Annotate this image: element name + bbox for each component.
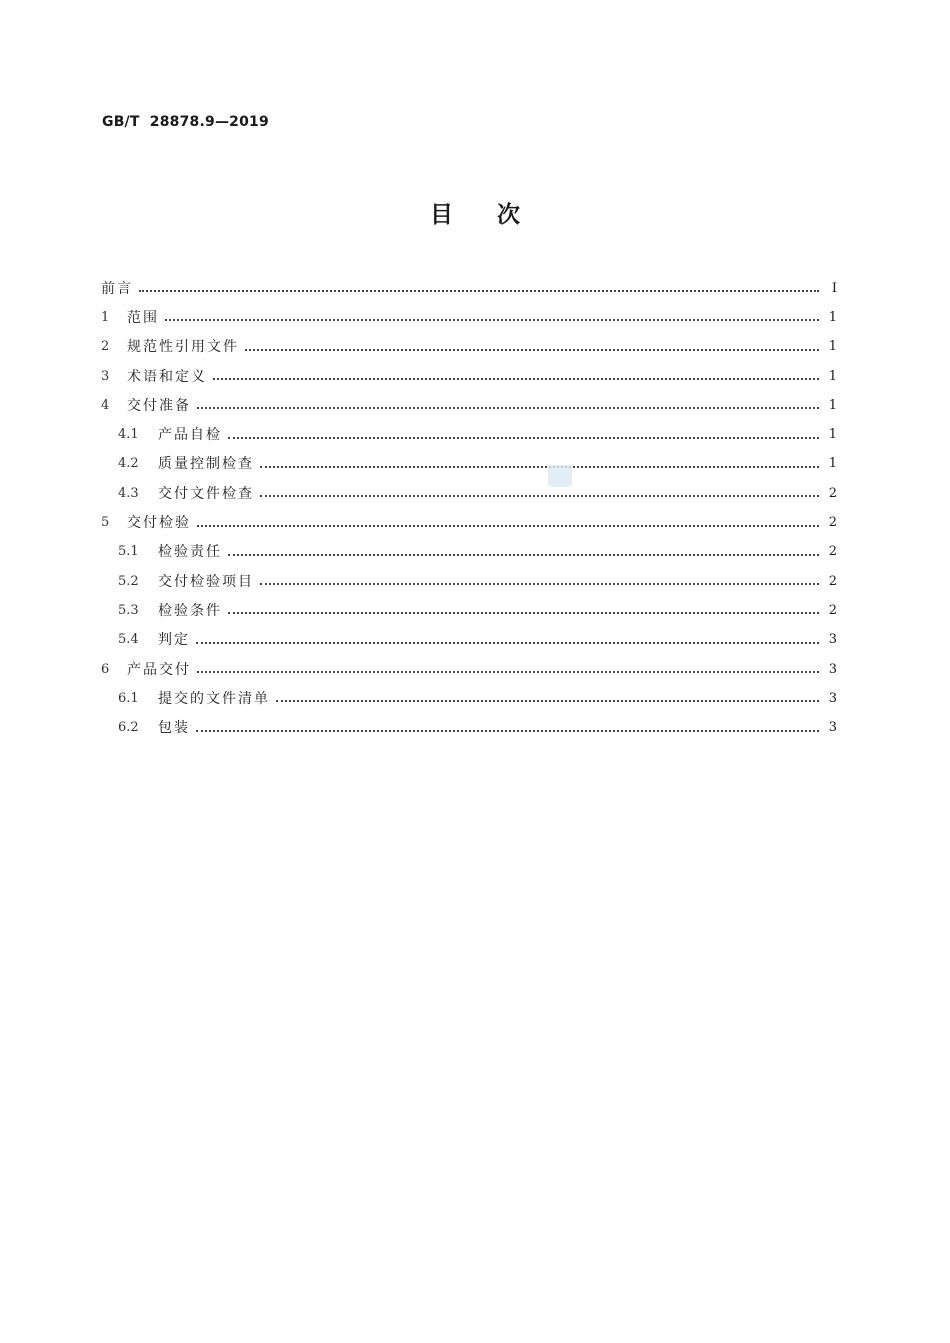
standard-number: GB/T 28878.9—2019 — [102, 114, 269, 130]
toc-entry-page: 2 — [828, 573, 837, 589]
toc-entry[interactable] — [101, 479, 837, 508]
toc-entry-label: 判定 — [158, 632, 190, 649]
toc-entry-label: 交付检验 — [127, 515, 191, 532]
toc-entry-page: 1 — [828, 368, 837, 384]
toc-entry-label: 检验条件 — [158, 602, 222, 619]
toc-entry-number: 6.1 — [118, 690, 139, 706]
toc-entry-label: 交付准备 — [127, 397, 191, 414]
toc-entry[interactable] — [101, 655, 837, 684]
toc-entry-label: 提交的文件清单 — [158, 690, 270, 707]
toc-entry[interactable] — [101, 420, 837, 449]
toc-entry-page: 3 — [828, 632, 837, 648]
toc-leader-dots — [197, 524, 819, 527]
toc-entry-number: 5.1 — [118, 544, 139, 560]
toc-leader-dots — [196, 641, 819, 644]
toc-entry-label: 产品交付 — [127, 661, 191, 678]
toc-leader-dots — [165, 318, 819, 321]
toc-entry-page: 1 — [828, 309, 837, 325]
toc-entry-label: 规范性引用文件 — [127, 339, 239, 356]
toc-entry-number: 5.2 — [118, 573, 139, 589]
toc-entry-number: 5.4 — [118, 632, 139, 648]
toc-entry[interactable] — [101, 713, 837, 742]
toc-entry-number: 4.1 — [118, 427, 139, 443]
toc-entry-label: 前言 — [101, 280, 133, 297]
toc-entry-page: 1 — [828, 456, 837, 472]
toc-entry-label: 包装 — [158, 720, 190, 737]
toc-entry-page: 1 — [828, 339, 837, 355]
toc-entry[interactable] — [101, 362, 837, 391]
toc-entry-number: 1 — [101, 309, 110, 325]
toc-entry-label: 交付检验项目 — [158, 573, 254, 590]
toc-entry-page: 3 — [828, 720, 837, 736]
toc-entry-label: 质量控制检查 — [158, 456, 254, 473]
toc-entry-number: 4.2 — [118, 456, 139, 472]
watermark-icon — [548, 465, 572, 487]
toc-entry-page: 2 — [828, 544, 837, 560]
toc-entry-label: 范围 — [127, 309, 159, 326]
toc-leader-dots — [197, 406, 819, 409]
toc-entry-label: 术语和定义 — [127, 368, 207, 385]
toc-entry-page: 1 — [828, 397, 837, 413]
toc-entry-number: 6 — [101, 661, 110, 677]
toc-entry[interactable] — [101, 450, 837, 479]
table-of-contents — [101, 274, 837, 743]
toc-leader-dots — [228, 611, 819, 614]
toc-leader-dots — [260, 465, 819, 468]
toc-entry[interactable] — [101, 274, 837, 303]
toc-entry-number: 3 — [101, 368, 110, 384]
toc-leader-dots — [228, 553, 819, 556]
toc-entry[interactable] — [101, 333, 837, 362]
toc-entry[interactable] — [101, 596, 837, 625]
toc-entry-number: 2 — [101, 339, 110, 355]
toc-entry-number: 4 — [101, 397, 110, 413]
toc-leader-dots — [228, 436, 819, 439]
toc-entry-number: 5 — [101, 515, 110, 531]
toc-entry-number: 4.3 — [118, 485, 139, 501]
toc-entry-page: 3 — [828, 690, 837, 706]
toc-entry-number: 6.2 — [118, 720, 139, 736]
toc-leader-dots — [276, 699, 819, 702]
toc-entry-page: Ⅰ — [831, 280, 837, 296]
toc-leader-dots — [139, 289, 819, 292]
toc-entry-page: 2 — [828, 515, 837, 531]
toc-entry[interactable] — [101, 684, 837, 713]
toc-leader-dots — [213, 377, 819, 380]
toc-leader-dots — [196, 729, 819, 732]
toc-entry-number: 5.3 — [118, 602, 139, 618]
toc-entry[interactable] — [101, 567, 837, 596]
toc-entry[interactable] — [101, 626, 837, 655]
toc-leader-dots — [245, 348, 819, 351]
toc-entry[interactable] — [101, 508, 837, 537]
toc-entry-page: 3 — [828, 661, 837, 677]
toc-entry-page: 1 — [828, 427, 837, 443]
toc-entry-label: 产品自检 — [158, 427, 222, 444]
toc-entry-page: 2 — [828, 485, 837, 501]
toc-entry[interactable] — [101, 391, 837, 420]
toc-entry[interactable] — [101, 303, 837, 332]
toc-entry[interactable] — [101, 538, 837, 567]
page-title: 目次 — [430, 202, 564, 228]
toc-entry-label: 交付文件检查 — [158, 485, 254, 502]
toc-leader-dots — [260, 582, 819, 585]
toc-entry-label: 检验责任 — [158, 544, 222, 561]
toc-entry-page: 2 — [828, 602, 837, 618]
toc-leader-dots — [260, 494, 819, 497]
toc-leader-dots — [197, 670, 819, 673]
